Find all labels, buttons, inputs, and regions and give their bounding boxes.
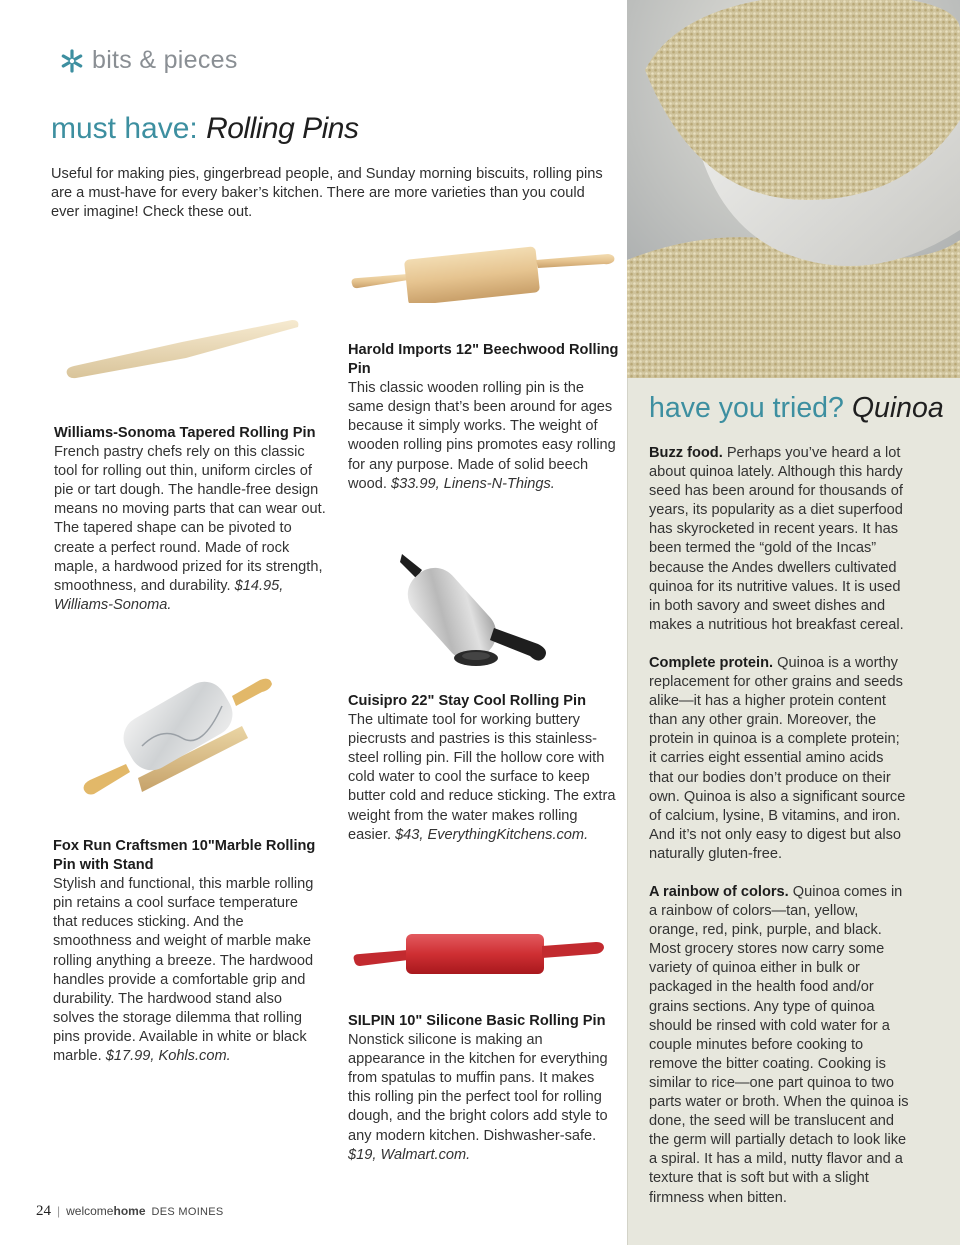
silpin-red-pin-image [350,924,608,980]
sidebar-paragraph [649,444,909,635]
intro-paragraph: Useful for making pies, gingerbread people, and Sunday morning biscuits, rolling pins are a must-have for every baker’s kitchen. There are more varieties than you could ever imagine! Check these out. [51,166,603,221]
brand-home: home [113,1204,146,1218]
paragraph-lead: A rainbow of colors. [649,884,789,900]
product-price: $19, Walmart.com. [348,1146,471,1163]
page-number: 24 [36,1203,51,1219]
paragraph-text: Quinoa is a worthy replacement for other grains and seeds alike—it has a higher protein content than any other grain. Moreover, the protein in quinoa is a complete protein; it carries eight essential amino acids that our bodies don’t produce on their own. Quinoa is also a significant source of calcium, lysine, B vitamins, and iron. And it’s not only easy to digest but also naturally gluten-free. [649,655,906,862]
product-title: Fox Run Craftsmen 10"Marble Rolling Pin with Stand [53,838,316,874]
product-price: $17.99, Kohls.com. [105,1048,231,1065]
product-title: Harold Imports 12" Beechwood Rolling Pin [348,342,619,378]
product-price: $33.99, Linens-N-Things. [391,475,555,492]
harold-beechwood-pin-image [348,238,618,303]
footer-separator: | [57,1204,61,1218]
paragraph-text: Perhaps you’ve heard a lot about quinoa lately. Although this hardy seed has been around for thousands of years, its popularity as a diet superfood has skyrocketed in recent years. It has been termed the “gold of the Incas” because the Andes dwellers cultivated quinoa for its nutritive values. It is used in both savory and sweet dishes and makes a nutritious hot breakfast cereal. [649,445,904,633]
section-label: bits & pieces [92,46,238,74]
publication-name [66,1204,145,1218]
foxrun-marble-pin-image [82,676,276,800]
paragraph-lead: Buzz food. [649,445,723,461]
asterisk-icon [60,49,84,73]
paragraph-lead: Complete protein. [649,655,774,671]
cuisipro-steel-pin-image [398,548,554,674]
sidebar-paragraph [649,654,909,864]
product-harold [348,341,620,494]
publication-city: DES MOINES [151,1206,224,1218]
paragraph-text: Quinoa comes in a rainbow of colors—tan, yellow, orange, red, pink, purple, and black. Most grocery stores now carry some variety of quinoa either in bulk or packaged in the health food and/or grains sections. Any type of quinoa should be rinsed with cold water for a couple minutes before cooking to remove the bitter coating. Cooking is similar to rice—one part quinoa to two parts water or broth. When the quinoa is done, the seed will be translucent and the germ will partially detach to look like a spiral. It has a mild, nutty flavor and a texture that is soft but with a slight firmness when bitten. [649,884,909,1206]
product-description: French pastry chefs rely on this classic tool for rolling out thin, uniform circles of pie or tart dough. The handle-free design means no moving parts that can wear out. The tapered shape can be pivoted to create a perfect round. Made of rock maple, a hardwood prized for its strength, smoothness, and durability. [54,444,326,594]
product-description: The ultimate tool for working buttery piecrusts and pastries is this stainless-steel rolling pin. Fill the hollow core with cold water to cool the surface to keep butter cold and reduce sticking. The extra weight from the water makes rolling easier. [348,712,616,843]
product-foxrun [53,837,323,1066]
product-title: Cuisipro 22" Stay Cool Rolling Pin [348,693,587,709]
headline-emphasis: Rolling Pins [206,112,359,145]
quinoa-bowl-photo [627,0,960,378]
sidebar-paragraph [649,883,909,1208]
sidebar-headline-prefix: have you tried? [649,392,852,424]
product-price: $43, EverythingKitchens.com. [395,826,589,843]
section-tag [60,46,238,75]
page-footer [36,1203,224,1220]
product-title: SILPIN 10" Silicone Basic Rolling Pin [348,1013,606,1029]
sidebar-headline-emphasis: Quinoa [851,392,944,424]
sidebar-title [649,392,944,425]
product-silpin [348,1012,620,1165]
product-williams [54,424,329,615]
product-price: $14.95, Williams-Sonoma. [54,577,284,613]
product-description: Nonstick silicone is making an appearance in the kitchen for everything from spatulas to muffin pans. It makes this rolling pin the perfect tool for rolling dough, and the bright colors add style to any modern kitchen. Dishwasher-safe. [348,1032,608,1144]
product-title: Williams-Sonoma Tapered Rolling Pin [54,425,316,441]
product-cuisipro [348,692,620,845]
product-description: This classic wooden rolling pin is the same design that’s been around for ages because it simply works. The weight of wooden rolling pins promotes easy rolling for any purpose. Made of solid beech wood. [348,380,616,492]
brand-welcome: welcome [66,1204,114,1218]
page-title [51,112,359,146]
williams-tapered-pin-image [62,316,302,382]
product-description: Stylish and functional, this marble rolling pin retains a cool surface temperature that reduces sticking. And the smoothness and weight of marble make rolling anything a breeze. The hardwood handles provide a comfortable grip and durability. The hardwood stand also solves the storage dilemma that rolling pins provide. Available in white or black marble. [53,876,314,1065]
headline-prefix: must have: [51,112,207,145]
